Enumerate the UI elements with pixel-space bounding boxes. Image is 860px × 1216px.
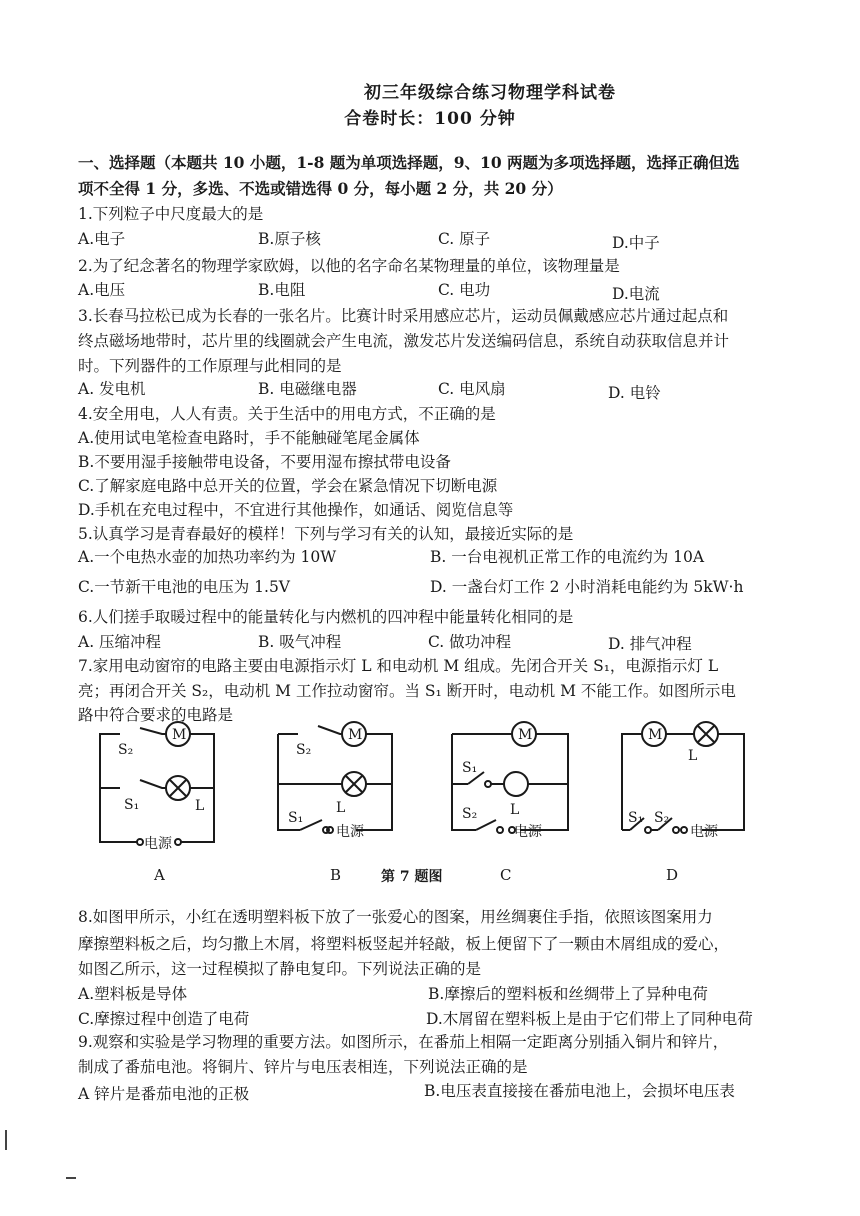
q7-stem-line1: 7.家用电动窗帘的电路主要由电源指示灯 L 和电动机 M 组成。先闭合开关 S₁，电源指示灯 L	[78, 657, 719, 675]
circuit-c-caption: C	[500, 866, 512, 884]
q7-stem-line2: 亮；再闭合开关 S₂，电动机 M 工作拉动窗帘。当 S₁ 断开时，电动机 M 不能工作。如图所示电	[78, 682, 736, 700]
q6-option-c: C. 做功冲程	[428, 633, 512, 651]
q7-stem-line3: 路中符合要求的电路是	[78, 706, 234, 724]
q9-option-b: B.电压表直接接在番茄电池上，会损坏电压表	[424, 1082, 735, 1100]
q3-stem-line2: 终点磁场地带时，芯片里的线圈就会产生电流，激发芯片发送编码信息，系统自动获取信息并计	[78, 332, 730, 350]
q2-option-a: A.电压	[78, 281, 126, 299]
circuit-d-caption: D	[666, 866, 679, 884]
q3-option-c: C. 电风扇	[438, 380, 506, 398]
q2-option-c: C. 电功	[438, 281, 491, 299]
exam-duration: 合卷时长：100 分钟	[344, 109, 516, 129]
q9-stem-line1: 9.观察和实验是学习物理的重要方法。如图所示，在番茄上相隔一定距离分别插入铜片和锌片，	[78, 1033, 729, 1051]
q6-option-b: B. 吸气冲程	[258, 633, 342, 651]
section-heading-line1: 一、选择题（本题共 10 小题，1-8 题为单项选择题，9、10 两题为多项选择题，选择正确但选	[78, 153, 740, 172]
circuit-b-motor-label: M	[348, 727, 363, 743]
circuit-d-s2-label: S₂	[654, 810, 670, 826]
circuit-d-lamp-label: L	[688, 748, 698, 764]
q5-stem: 5.认真学习是青春最好的模样！下列与学习有关的认知，最接近实际的是	[78, 525, 574, 543]
q3-stem-line3: 时。下列器件的工作原理与此相同的是	[78, 357, 342, 375]
circuit-c-lamp-label: L	[510, 802, 520, 818]
circuit-b-s1-label: S₁	[288, 810, 304, 826]
circuit-d-motor-label: M	[648, 727, 663, 743]
q4-option-d: D.手机在充电过程中，不宜进行其他操作，如通话、阅览信息等	[78, 501, 514, 519]
q8-stem-line2: 摩擦塑料板之后，均匀撒上木屑，将塑料板竖起并轻敲，板上便留下了一颗由木屑组成的爱心，	[78, 935, 730, 953]
q5-option-d: D. 一盏台灯工作 2 小时消耗电能约为 5kW·h	[430, 578, 744, 596]
q9-stem-line2: 制成了番茄电池。将铜片、锌片与电压表相连，下列说法正确的是	[78, 1058, 528, 1076]
circuit-c-s1-label: S₁	[462, 760, 478, 776]
q6-option-a: A. 压缩冲程	[78, 633, 162, 651]
q4-option-b: B.不要用湿手接触带电设备，不要用湿布擦拭带电设备	[78, 453, 451, 471]
q8-stem-line3: 如图乙所示，这一过程模拟了静电复印。下列说法正确的是	[78, 960, 482, 978]
circuit-a-caption: A	[154, 866, 165, 884]
q8-option-c: C.摩擦过程中创造了电荷	[78, 1010, 250, 1028]
q1-option-c: C. 原子	[438, 230, 491, 248]
q8-option-b: B.摩擦后的塑料板和丝绸带上了异种电荷	[428, 985, 708, 1003]
q8-option-a: A.塑料板是导体	[78, 985, 188, 1003]
q1-option-b: B.原子核	[258, 230, 321, 248]
q5-option-c: C.一节新干电池的电压为 1.5V	[78, 578, 291, 596]
circuit-b-caption: B	[330, 866, 342, 884]
circuit-d-source-label: 电源	[690, 824, 718, 840]
circuit-a-s2-label: S₂	[118, 742, 134, 758]
exam-title: 初三年级综合练习物理学科试卷	[364, 83, 616, 103]
q2-option-b: B.电阻	[258, 281, 306, 299]
circuit-d-s1-label: S₁	[628, 810, 644, 826]
q8-option-d: D.木屑留在塑料板上是由于它们带上了同种电荷	[426, 1010, 753, 1028]
section-heading-line2: 项不全得 1 分，多选、不选或错选得 0 分，每小题 2 分，共 20 分）	[78, 179, 563, 198]
circuit-b-source-label: 电源	[336, 824, 364, 840]
circuit-c	[448, 722, 618, 854]
circuit-c-s2-label: S₂	[462, 806, 478, 822]
circuit-a-source-label: 电源	[144, 836, 172, 852]
q1-stem: 1.下列粒子中尺度最大的是	[78, 205, 264, 223]
q3-stem-line1: 3.长春马拉松已成为长春的一张名片。比赛计时采用感应芯片，运动员佩戴感应芯片通过起点和	[78, 307, 729, 325]
circuit-c-source-label: 电源	[514, 824, 542, 840]
q4-option-a: A.使用试电笔检查电路时，手不能触碰笔尾金属体	[78, 429, 420, 447]
circuit-b-lamp-label: L	[336, 800, 346, 816]
q1-option-d: D.中子	[612, 234, 660, 252]
q2-stem: 2.为了纪念著名的物理学家欧姆，以他的名字命名某物理量的单位，该物理量是	[78, 257, 620, 275]
q1-option-a: A.电子	[78, 230, 126, 248]
q3-option-a: A. 发电机	[78, 380, 146, 398]
q8-stem-line1: 8.如图甲所示，小红在透明塑料板下放了一张爱心的图案，用丝绸裹住手指，依照该图案用力	[78, 908, 713, 926]
q6-option-d: D. 排气冲程	[608, 635, 692, 653]
circuit-a	[92, 722, 262, 854]
q4-stem: 4.安全用电，人人有责。关于生活中的用电方式，不正确的是	[78, 405, 496, 423]
scan-edge-marks	[0, 1120, 860, 1216]
q5-option-a: A.一个电热水壶的加热功率约为 10W	[78, 548, 337, 566]
circuit-a-lamp-label: L	[195, 798, 205, 814]
circuit-a-s1-label: S₁	[124, 797, 140, 813]
q4-option-c: C.了解家庭电路中总开关的位置，学会在紧急情况下切断电源	[78, 477, 498, 495]
circuit-b-s2-label: S₂	[296, 742, 312, 758]
circuit-d	[618, 722, 788, 854]
figure-7-title: 第 7 题图	[381, 869, 443, 885]
q3-option-d: D. 电铃	[608, 384, 661, 402]
circuit-c-motor-label: M	[518, 727, 533, 743]
q9-option-a: A 锌片是番茄电池的正极	[78, 1085, 250, 1103]
circuit-a-motor-label: M	[172, 727, 187, 743]
circuit-b	[270, 722, 440, 854]
q6-stem: 6.人们搓手取暖过程中的能量转化与内燃机的四冲程中能量转化相同的是	[78, 608, 574, 626]
q2-option-d: D.电流	[612, 285, 660, 303]
q3-option-b: B. 电磁继电器	[258, 380, 357, 398]
q5-option-b: B. 一台电视机正常工作的电流约为 10A	[430, 548, 705, 566]
